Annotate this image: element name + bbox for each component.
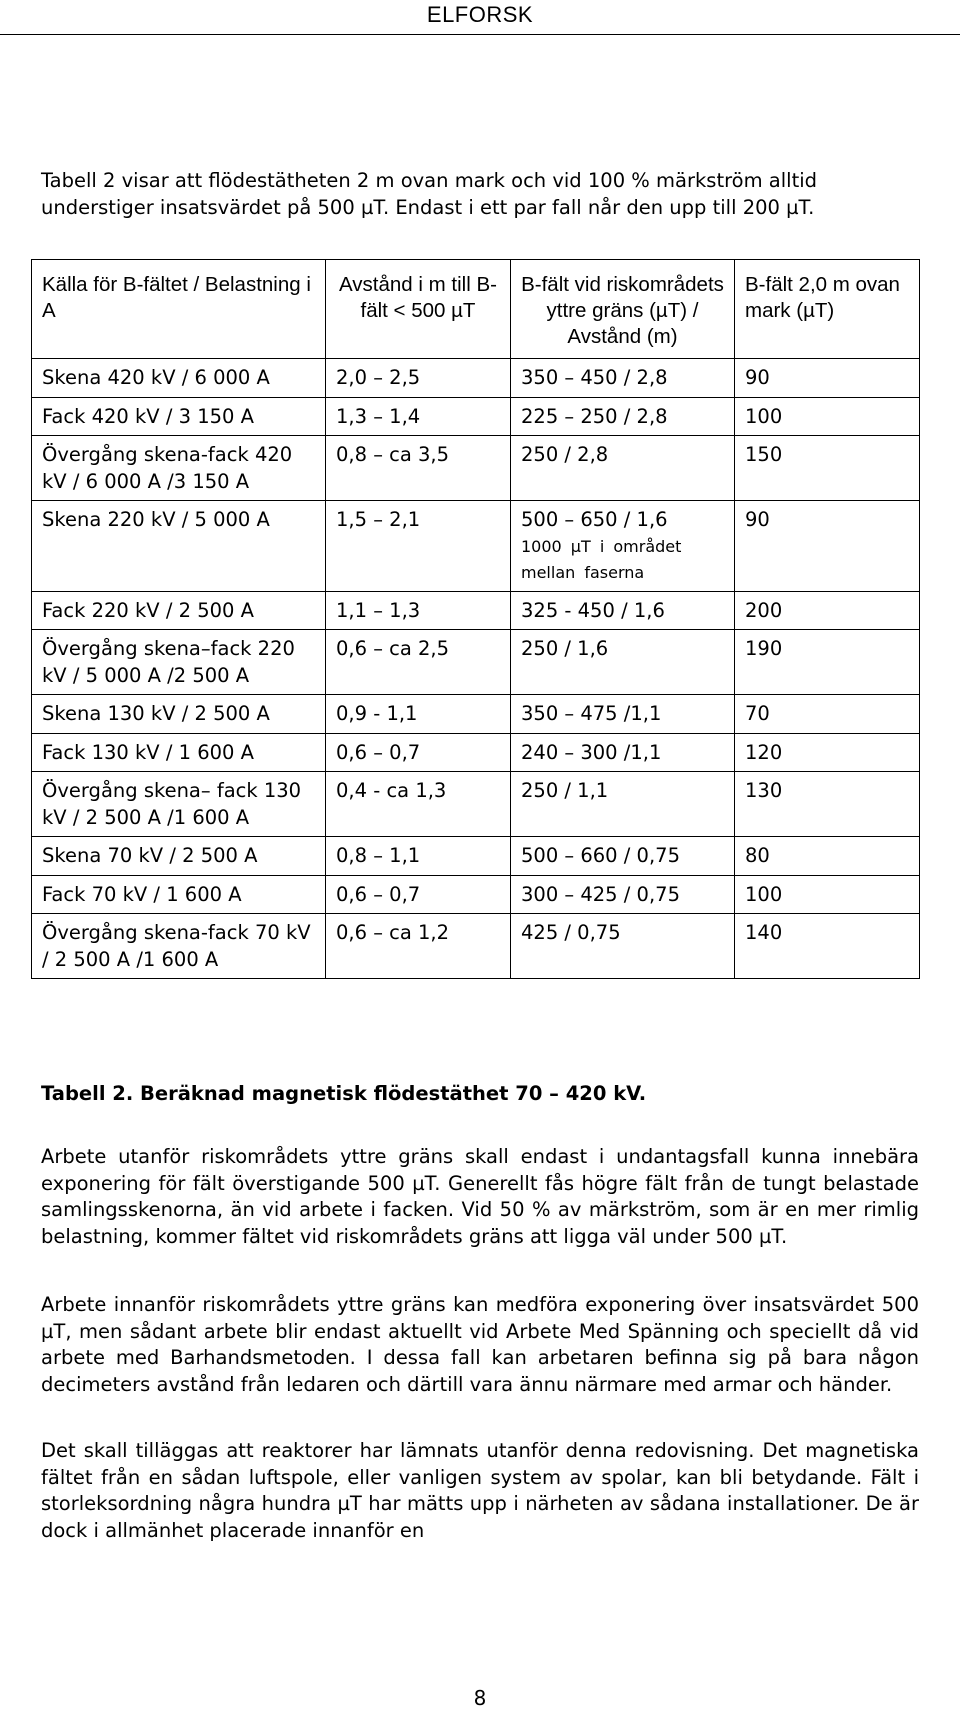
body-paragraph: Arbete utanför riskområdets yttre gräns skall endast i undantagsfall kunna innebära exponering för fält överstigande 500 µT. Generellt fås högre fält från de tungt belastade samlingsskenorna, än vid arbete i facken. Vid 50 % av märkström, som är en mer rimlig belastning, kommer fältet vid riskområdets gräns att ligga väl under 500 µT. xyxy=(41,1145,919,1248)
cell-source: Skena 130 kV / 2 500 A xyxy=(32,695,326,734)
cell-risk-field: 350 – 450 / 2,8 xyxy=(511,359,735,398)
header-field-above-ground: B-fält 2,0 m ovan mark (µT) xyxy=(735,260,920,359)
table-row xyxy=(32,772,920,837)
cell-ground-field: 190 xyxy=(735,630,920,695)
cell-ground-field: 120 xyxy=(735,733,920,772)
body-paragraph: Arbete innanför riskområdets yttre gräns kan medföra exponering över insatsvärdet 500 µT, men sådant arbete blir endast aktuellt vid Arbete Med Spänning och speciellt då vid arbete med Barhandsmetoden. I dessa fall kan arbetaren befinna sig på bara någon decimeters avstånd från ledaren och därtill vara ännu närmare med armar och händer. xyxy=(41,1293,919,1396)
cell-distance: 1,3 – 1,4 xyxy=(326,397,511,436)
cell-risk-field: 300 – 425 / 0,75 xyxy=(511,875,735,914)
cell-ground-field: 130 xyxy=(735,772,920,837)
cell-source: Övergång skena– fack 130 kV / 2 500 A /1 600 A xyxy=(32,772,326,837)
flux-density-table xyxy=(31,259,920,979)
cell-ground-field: 90 xyxy=(735,501,920,592)
cell-source: Fack 420 kV / 3 150 A xyxy=(32,397,326,436)
cell-ground-field: 140 xyxy=(735,914,920,979)
cell-ground-field: 100 xyxy=(735,875,920,914)
table-row xyxy=(32,436,920,501)
table-caption: Tabell 2. Beräknad magnetisk flödestäthet 70 – 420 kV. xyxy=(41,1082,647,1105)
table-row xyxy=(32,359,920,398)
header-risk-zone-field: B-fält vid riskområdets yttre gräns (µT) / Avstånd (m) xyxy=(511,260,735,359)
header-title: ELFORSK xyxy=(426,2,534,27)
cell-distance: 0,8 – 1,1 xyxy=(326,837,511,876)
cell-risk-field: 500 – 660 / 0,75 xyxy=(511,837,735,876)
cell-distance: 2,0 – 2,5 xyxy=(326,359,511,398)
cell-risk-field xyxy=(511,501,735,592)
table-row xyxy=(32,914,920,979)
table-row xyxy=(32,501,920,592)
cell-distance: 0,8 – ca 3,5 xyxy=(326,436,511,501)
cell-risk-field: 425 / 0,75 xyxy=(511,914,735,979)
table-row xyxy=(32,591,920,630)
cell-ground-field: 200 xyxy=(735,591,920,630)
table-row xyxy=(32,875,920,914)
cell-risk-field: 225 – 250 / 2,8 xyxy=(511,397,735,436)
table-row xyxy=(32,733,920,772)
cell-risk-field: 350 – 475 /1,1 xyxy=(511,695,735,734)
cell-source: Övergång skena–fack 220 kV / 5 000 A /2 500 A xyxy=(32,630,326,695)
cell-source: Fack 220 kV / 2 500 A xyxy=(32,591,326,630)
table-row xyxy=(32,695,920,734)
cell-risk-field-note: 1000 µT i området mellan faserna xyxy=(521,536,682,582)
cell-risk-field: 250 / 1,1 xyxy=(511,772,735,837)
cell-ground-field: 70 xyxy=(735,695,920,734)
cell-ground-field: 100 xyxy=(735,397,920,436)
cell-risk-field: 250 / 1,6 xyxy=(511,630,735,695)
cell-ground-field: 90 xyxy=(735,359,920,398)
cell-source: Skena 420 kV / 6 000 A xyxy=(32,359,326,398)
cell-source: Fack 130 kV / 1 600 A xyxy=(32,733,326,772)
cell-source: Skena 70 kV / 2 500 A xyxy=(32,837,326,876)
cell-source: Fack 70 kV / 1 600 A xyxy=(32,875,326,914)
cell-distance: 0,6 – ca 2,5 xyxy=(326,630,511,695)
header-source: Källa för B-fältet / Belastning i A xyxy=(32,260,326,359)
table-row xyxy=(32,630,920,695)
cell-source: Övergång skena-fack 70 kV / 2 500 A /1 600 A xyxy=(32,914,326,979)
intro-paragraph: Tabell 2 visar att flödestätheten 2 m ovan mark och vid 100 % märkström alltid understiger insatsvärdet på 500 µT. Endast i ett par fall når den upp till 200 µT. xyxy=(41,169,818,219)
cell-ground-field: 80 xyxy=(735,837,920,876)
cell-distance: 1,1 – 1,3 xyxy=(326,591,511,630)
cell-risk-field: 325 - 450 / 1,6 xyxy=(511,591,735,630)
page-number: 8 xyxy=(473,1686,487,1710)
cell-distance: 1,5 – 2,1 xyxy=(326,501,511,592)
cell-distance: 0,6 – ca 1,2 xyxy=(326,914,511,979)
page-header xyxy=(0,0,960,35)
table-header-row xyxy=(32,260,920,359)
cell-distance: 0,6 – 0,7 xyxy=(326,875,511,914)
cell-source: Skena 220 kV / 5 000 A xyxy=(32,501,326,592)
body-paragraph: Det skall tilläggas att reaktorer har lämnats utanför denna redovisning. Det magnetiska fältet från en sådan luftspole, eller vanligen system av spolar, kan bli betydande. Fält i storleksordning några hundra µT har mätts upp i närheten av sådana installationer. De är dock i allmänhet placerade innanför en xyxy=(41,1439,919,1542)
table-row xyxy=(32,397,920,436)
cell-distance: 0,6 – 0,7 xyxy=(326,733,511,772)
table-row xyxy=(32,837,920,876)
cell-risk-field-value: 500 – 650 / 1,6 xyxy=(521,508,668,531)
header-distance: Avstånd i m till B-fält < 500 µT xyxy=(326,260,511,359)
cell-distance: 0,9 - 1,1 xyxy=(326,695,511,734)
cell-risk-field: 240 – 300 /1,1 xyxy=(511,733,735,772)
cell-ground-field: 150 xyxy=(735,436,920,501)
cell-distance: 0,4 - ca 1,3 xyxy=(326,772,511,837)
cell-risk-field: 250 / 2,8 xyxy=(511,436,735,501)
cell-source: Övergång skena-fack 420 kV / 6 000 A /3 150 A xyxy=(32,436,326,501)
